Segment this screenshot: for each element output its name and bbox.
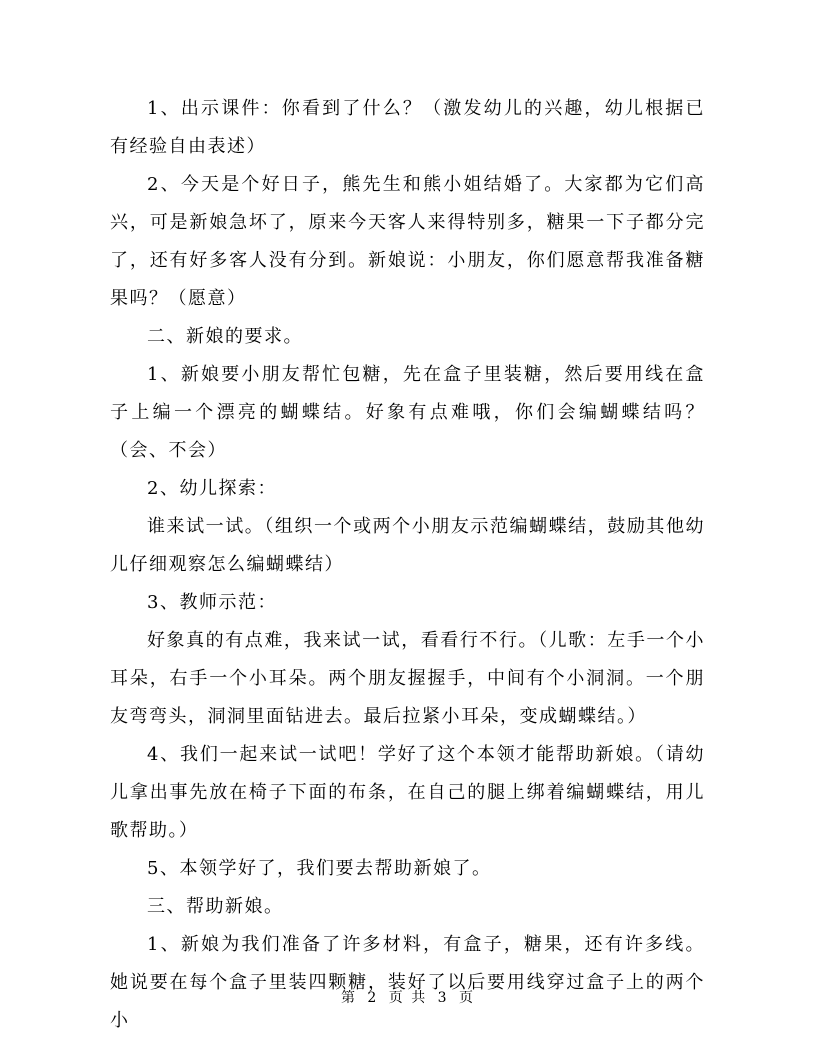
paragraph-1: 1、出示课件：你看到了什么？（激发幼儿的兴趣，幼儿根据已有经验自由表述） (110, 98, 705, 157)
paragraph-7: 好象真的有点难，我来试一试，看看行不行。（儿歌：左手一个小耳朵，右手一个小耳朵。两个朋友握握手，中间有个小洞洞。一个朋友弯弯头，洞洞里面钻进去。最后拉紧小耳朵，变成蝴蝶结。） (110, 630, 705, 727)
paragraph-3: 1、新娘要小朋友帮忙包糖，先在盒子里装糖，然后要用线在盒子上编一个漂亮的蝴蝶结。好象有点难哦，你们会编蝴蝶结吗？（会、不会） (110, 364, 705, 461)
section-heading-3: 三、帮助新娘。 (147, 896, 284, 917)
footer-suffix: 页 (459, 990, 476, 1006)
paragraph-8: 4、我们一起来试一试吧！学好了这个本领才能帮助新娘。（请幼儿拿出事先放在椅子下面的布条，在自己的腿上绑着编蝴蝶结，用儿歌帮助。） (110, 744, 705, 841)
paragraph-10: 1、新娘为我们准备了许多材料，有盒子，糖果，还有许多线。她说要在每个盒子里装四颗糖，装好了以后要用线穿过盒子上的两个小 (110, 934, 705, 1031)
section-heading-2: 二、新娘的要求。 (147, 326, 303, 347)
paragraph-2: 2、今天是个好日子，熊先生和熊小姐结婚了。大家都为它们高兴，可是新娘急坏了，原来今天客人来得特别多，糖果一下子都分完了，还有好多客人没有分到。新娘说：小朋友，你们愿意帮我准备糖果吗？（愿意） (110, 174, 705, 309)
footer-page-number: 2 (367, 990, 379, 1006)
footer-total-pages: 3 (437, 990, 449, 1006)
paragraph-5: 谁来试一试。（组织一个或两个小朋友示范编蝴蝶结，鼓励其他幼儿仔细观察怎么编蝴蝶结） (110, 516, 705, 575)
footer-prefix: 第 (340, 990, 357, 1006)
paragraph-9: 5、本领学好了，我们要去帮助新娘了。 (147, 858, 492, 879)
footer-middle: 页 共 (388, 990, 428, 1006)
paragraph-6: 3、教师示范： (147, 592, 277, 613)
paragraph-4: 2、幼儿探索： (147, 478, 277, 499)
document-body (110, 90, 705, 1040)
page-footer (0, 987, 816, 1007)
